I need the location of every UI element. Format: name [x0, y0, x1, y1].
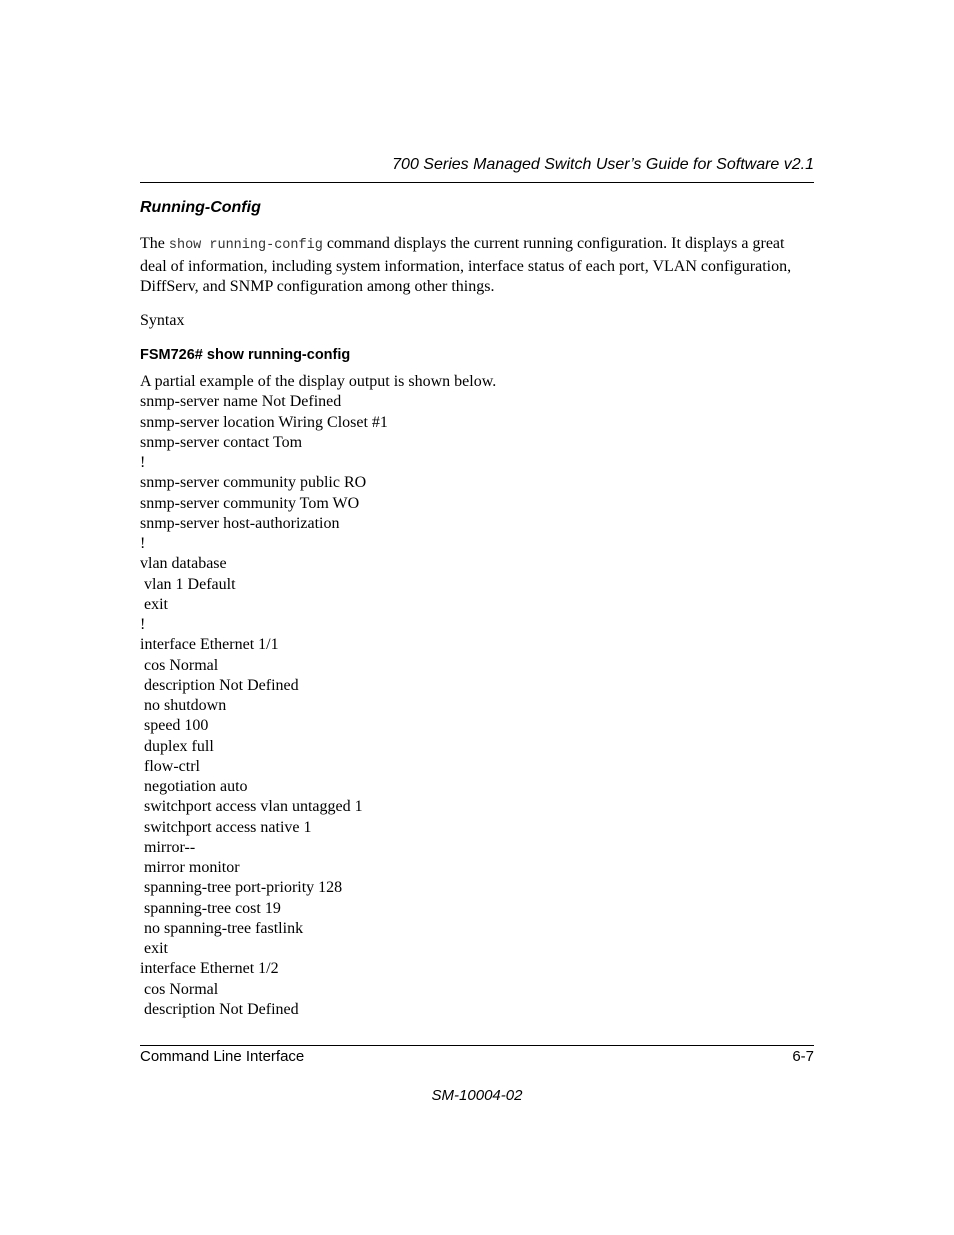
footer-chapter: Command Line Interface [140, 1048, 305, 1065]
config-line: switchport access vlan untagged 1 [140, 798, 363, 816]
document-id: SM-10004-02 [431, 1087, 523, 1104]
config-line: snmp-server location Wiring Closet #1 [140, 413, 388, 431]
config-line: no spanning-tree fastlink [140, 919, 304, 937]
syntax-label: Syntax [140, 312, 185, 329]
config-line: speed 100 [140, 717, 209, 735]
footer-page-number: 6-7 [792, 1048, 814, 1065]
command-syntax: FSM726# show running-config [140, 347, 351, 363]
section-title: Running-Config [140, 199, 261, 216]
config-line: flow-ctrl [140, 757, 200, 775]
config-line: description Not Defined [140, 1000, 299, 1018]
inline-command-code: show running-config [168, 238, 323, 253]
config-line: vlan 1 Default [140, 575, 236, 593]
running-header: 700 Series Managed Switch User’s Guide for Software v2.1 [392, 156, 814, 173]
config-line: cos Normal [140, 980, 219, 998]
config-line: no shutdown [140, 697, 227, 714]
config-line: spanning-tree port-priority 128 [140, 879, 343, 897]
config-output-listing [140, 372, 496, 1020]
config-line: negotiation auto [140, 778, 248, 795]
intro-text-after: command displays the current running configuration. It displays a great deal of information, including system information, interface status of each port, VLAN configuration, DiffServ, and SNMP configuration among other things. [140, 235, 792, 295]
config-line: mirror monitor [140, 859, 240, 876]
config-line: description Not Defined [140, 676, 299, 694]
config-line: switchport access native 1 [140, 818, 312, 836]
footer-rule [140, 1045, 814, 1046]
config-line: snmp-server name Not Defined [140, 393, 342, 411]
config-line: exit [140, 940, 168, 957]
config-line: interface Ethernet 1/2 [140, 960, 279, 978]
config-line: vlan database [140, 555, 227, 573]
config-line: snmp-server community Tom WO [140, 494, 360, 512]
config-line: ! [140, 535, 146, 552]
config-line: duplex full [140, 737, 214, 755]
intro-paragraph [140, 234, 814, 298]
config-line: spanning-tree cost 19 [140, 899, 281, 917]
config-line: cos Normal [140, 656, 219, 674]
header-rule [140, 182, 814, 183]
config-line: exit [140, 595, 168, 613]
config-line: snmp-server contact Tom [140, 433, 303, 451]
config-line: interface Ethernet 1/1 [140, 636, 279, 654]
intro-text-before: The [140, 235, 169, 252]
config-line: ! [140, 616, 146, 633]
config-line: mirror-- [140, 838, 196, 856]
config-line: snmp-server community public RO [140, 474, 367, 492]
config-line: snmp-server host-authorization [140, 514, 340, 532]
output-intro-line: A partial example of the display output is shown below. [140, 373, 497, 390]
config-line: ! [140, 454, 146, 471]
